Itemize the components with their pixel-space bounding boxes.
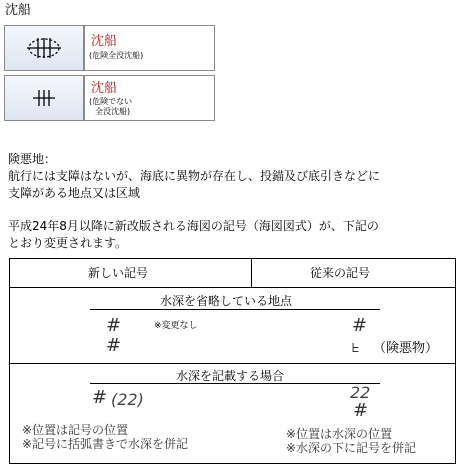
- section1-new-note: ※変更なし: [154, 321, 198, 331]
- change-note-line-1: 平成24年8月以降に新改版される海図の記号（海図図式）が、下記の: [8, 219, 379, 233]
- foul-ground-line-2: 支障がある地点又は区域: [8, 186, 141, 200]
- new-depth-symbol: #: [92, 387, 108, 408]
- legend-sub-1: (危険全没沈船): [89, 51, 144, 60]
- legend-title-1: 沈船: [91, 34, 118, 49]
- new-foul-symbol-1: #: [106, 315, 122, 336]
- page-title: 沈船: [5, 3, 32, 18]
- change-note-line-2: とおり変更されます。: [8, 236, 128, 250]
- old-depth-value: 22: [350, 383, 371, 402]
- section1-title: 水深を省略している地点: [160, 294, 293, 308]
- sunken-wreck-dangerous-icon: [5, 26, 83, 70]
- section2-old-note-2: ※水深の下に記号を併記: [286, 441, 417, 455]
- old-foul-symbol-2: ᖶ: [352, 341, 360, 355]
- legend-symbol-box-1: [4, 25, 84, 71]
- old-foul-symbol-1: #: [352, 315, 368, 336]
- foul-ground-line-1: 航行には支障はないが、海底に異物が存在し、投錨及び底引きなどに: [8, 169, 381, 183]
- legend-sub-2b: 全没沈船): [95, 107, 131, 116]
- section2-new-note-2: ※記号に括弧書きで水深を併記: [22, 437, 189, 451]
- legend-sub-2a: (危険でない: [89, 97, 133, 106]
- old-depth-symbol: #: [353, 400, 369, 421]
- legend-symbol-box-2: [4, 75, 84, 121]
- new-depth-value: (22): [111, 390, 144, 409]
- comparison-table: [9, 258, 456, 464]
- new-foul-symbol-2: #: [106, 335, 122, 356]
- section2-new-note-1: ※位置は記号の位置: [22, 423, 129, 437]
- legend-title-2: 沈船: [91, 81, 118, 96]
- legend-label-box-2: [84, 75, 215, 121]
- legend-label-box-1: [84, 25, 215, 71]
- foul-ground-title: 険悪地：: [8, 152, 57, 166]
- header-old-symbol: 従来の記号: [310, 266, 371, 280]
- section2-title: 水深を記載する場合: [176, 369, 285, 383]
- section1-old-label: （険悪物）: [373, 341, 439, 356]
- header-new-symbol: 新しい記号: [88, 266, 149, 280]
- sunken-wreck-nondangerous-icon: [5, 76, 83, 120]
- section2-old-note-1: ※位置は水深の位置: [286, 427, 393, 441]
